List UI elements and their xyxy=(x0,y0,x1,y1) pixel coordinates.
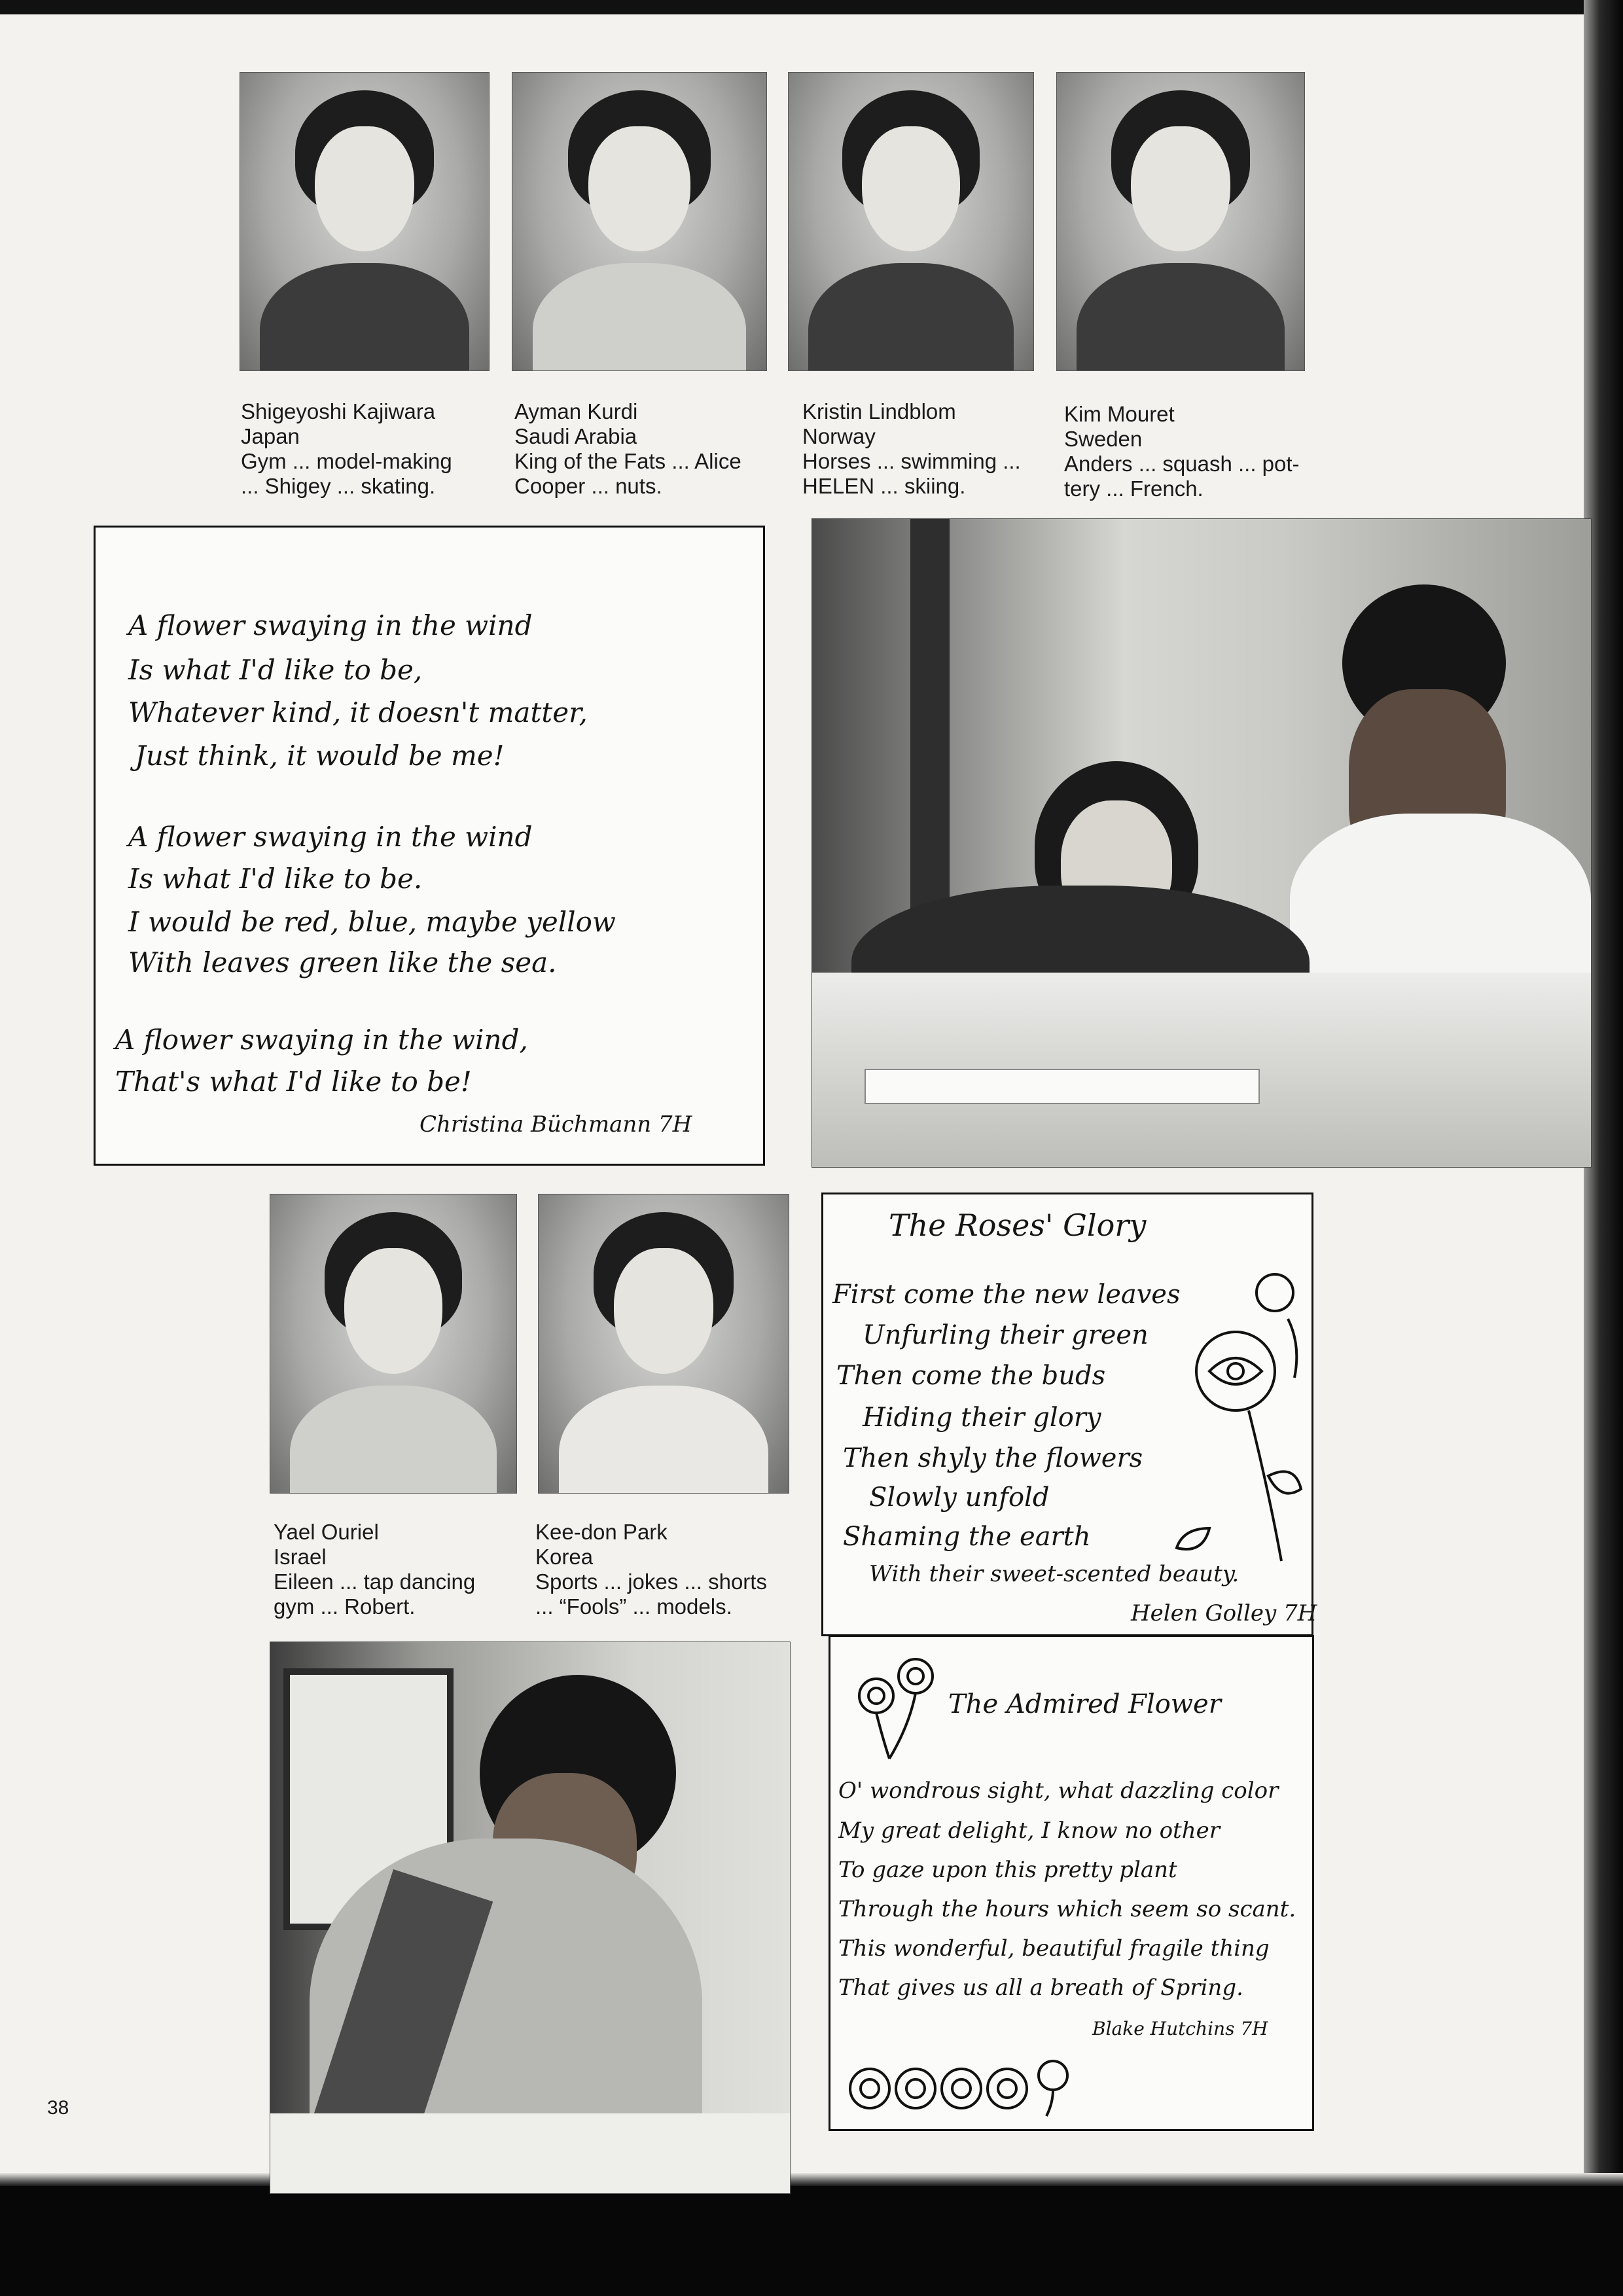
student-interests: HELEN ... skiing. xyxy=(802,474,966,498)
poem-line: Is what I'd like to be, xyxy=(128,654,423,686)
poem-line: Through the hours which seem so scant. xyxy=(838,1896,1296,1922)
portrait-ayman-kurdi xyxy=(512,72,767,371)
portrait-kee-don-park xyxy=(538,1194,789,1494)
student-interests: ... Shigey ... skating. xyxy=(241,474,436,498)
poem-line: Shaming the earth xyxy=(843,1522,1091,1552)
caption-shigeyoshi-kajiwara xyxy=(241,399,452,499)
poem-admired-flower xyxy=(829,1635,1314,2131)
student-interests: Cooper ... nuts. xyxy=(514,474,662,498)
poem-flower-swaying xyxy=(94,526,765,1166)
page-number: 38 xyxy=(47,2097,69,2119)
poem-line: First come the new leaves xyxy=(832,1280,1181,1310)
poem-line: To gaze upon this pretty plant xyxy=(838,1857,1177,1883)
portrait-shigeyoshi-kajiwara xyxy=(240,72,490,371)
caption-yael-ouriel xyxy=(274,1520,475,1619)
poem-line: O' wondrous sight, what dazzling color xyxy=(838,1778,1279,1804)
student-interests: ... “Fools” ... models. xyxy=(535,1594,732,1619)
poem-title: The Admired Flower xyxy=(948,1689,1221,1719)
student-country: Japan xyxy=(241,424,300,448)
poem-line: A flower swaying in the wind xyxy=(128,821,533,853)
poem-line: I would be red, blue, maybe yellow xyxy=(128,906,616,938)
student-country: Korea xyxy=(535,1545,594,1569)
poem-title: The Roses' Glory xyxy=(889,1208,1147,1243)
scan-edge-bottom-transition xyxy=(0,2173,1623,2187)
student-interests: Eileen ... tap dancing xyxy=(274,1570,476,1594)
poem-roses-glory xyxy=(821,1193,1317,1636)
caption-ayman-kurdi xyxy=(514,399,741,499)
portrait-yael-ouriel xyxy=(270,1194,517,1494)
rose-bouquet-icon xyxy=(850,1650,948,1761)
student-country: Norway xyxy=(802,424,876,448)
poem-line: Just think, it would be me! xyxy=(135,740,505,772)
poem-line: Slowly unfold xyxy=(869,1482,1050,1513)
caption-kee-don-park xyxy=(535,1520,767,1619)
flower-border-icon xyxy=(844,2049,1079,2121)
poem-line: Unfurling their green xyxy=(863,1320,1149,1350)
caption-kim-mouret xyxy=(1064,402,1300,501)
caption-kristin-lindblom xyxy=(802,399,1021,499)
poem-line: With their sweet-scented beauty. xyxy=(869,1561,1240,1587)
student-name: Kee-don Park xyxy=(535,1520,668,1544)
student-interests: Gym ... model-making xyxy=(241,449,452,473)
poem-author: Blake Hutchins 7H xyxy=(1092,2018,1268,2039)
poem-author: Helen Golley 7H xyxy=(1131,1600,1317,1626)
poem-line: That gives us all a breath of Spring. xyxy=(838,1975,1243,2001)
poem-line: Then shyly the flowers xyxy=(843,1443,1143,1473)
student-name: Yael Ouriel xyxy=(274,1520,379,1544)
photo-student-working xyxy=(270,1641,791,2194)
photo-classroom-students-writing xyxy=(812,518,1592,1168)
student-interests: Anders ... squash ... pot- xyxy=(1064,452,1300,476)
student-country: Israel xyxy=(274,1545,327,1569)
student-country: Saudi Arabia xyxy=(514,424,637,448)
poem-line: Is what I'd like to be. xyxy=(128,863,423,895)
student-name: Shigeyoshi Kajiwara xyxy=(241,399,436,423)
poem-line: That's what I'd like to be! xyxy=(115,1066,472,1098)
rose-illustration-icon xyxy=(1170,1266,1308,1568)
student-interests: Horses ... swimming ... xyxy=(802,449,1021,473)
scan-edge-top xyxy=(0,0,1623,14)
poem-author: Christina Büchmann 7H xyxy=(419,1111,692,1138)
poem-line: Whatever kind, it doesn't matter, xyxy=(128,696,588,728)
poem-line: My great delight, I know no other xyxy=(838,1818,1220,1844)
poem-line: A flower swaying in the wind xyxy=(128,609,533,641)
poem-line: Then come the buds xyxy=(836,1361,1106,1391)
student-interests: gym ... Robert. xyxy=(274,1594,416,1619)
student-name: Ayman Kurdi xyxy=(514,399,638,423)
scan-edge-bottom xyxy=(0,2186,1623,2296)
student-country: Sweden xyxy=(1064,427,1143,451)
portrait-kristin-lindblom xyxy=(788,72,1034,371)
poem-line: With leaves green like the sea. xyxy=(128,946,557,978)
portrait-kim-mouret xyxy=(1056,72,1305,371)
student-interests: King of the Fats ... Alice xyxy=(514,449,741,473)
student-name: Kim Mouret xyxy=(1064,402,1175,426)
student-interests: tery ... French. xyxy=(1064,476,1204,501)
poem-line: Hiding their glory xyxy=(863,1403,1101,1433)
student-interests: Sports ... jokes ... shorts xyxy=(535,1570,767,1594)
poem-line: A flower swaying in the wind, xyxy=(115,1024,528,1056)
student-name: Kristin Lindblom xyxy=(802,399,956,423)
poem-line: This wonderful, beautiful fragile thing xyxy=(838,1935,1270,1962)
